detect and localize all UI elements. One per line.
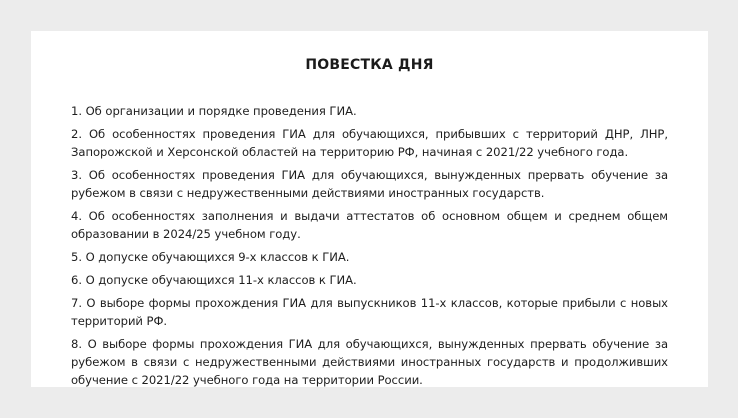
agenda-item-5: 5. О допуске обучающихся 9-х классов к ГИА.	[71, 250, 350, 264]
agenda-item-6: 6. О допуске обучающихся 11-х классов к ГИА.	[71, 273, 357, 287]
agenda-item-1: 1. Об организации и порядке проведения ГИА.	[71, 104, 357, 118]
agenda-item-8: 8. О выборе формы прохождения ГИА для обучающихся, вынужденных прервать обучение за рубежом в связи с недружественными действиями иностранных государств и продолживших обучение с 2021/22 учебного года на территории России.	[71, 337, 668, 387]
agenda-item-3: 3. Об особенностях проведения ГИА для обучающихся, вынужденных прервать обучение за рубежом в связи с недружественными действиями иностранных государств.	[71, 168, 668, 200]
agenda-item-2: 2. Об особенностях проведения ГИА для обучающихся, прибывших с территорий ДНР, ЛНР, Запорожской и Херсонской областей на территорию РФ, начиная с 2021/22 учебного года.	[71, 127, 668, 159]
agenda-list	[71, 102, 668, 389]
agenda-item-7: 7. О выборе формы прохождения ГИА для выпускников 11-х классов, которые прибыли с новых территорий РФ.	[71, 296, 668, 328]
agenda-item-4: 4. Об особенностях заполнения и выдачи аттестатов об основном общем и среднем общем образовании в 2024/25 учебном году.	[71, 209, 668, 241]
agenda-title: ПОВЕСТКА ДНЯ	[305, 57, 434, 73]
agenda-card	[31, 31, 708, 387]
